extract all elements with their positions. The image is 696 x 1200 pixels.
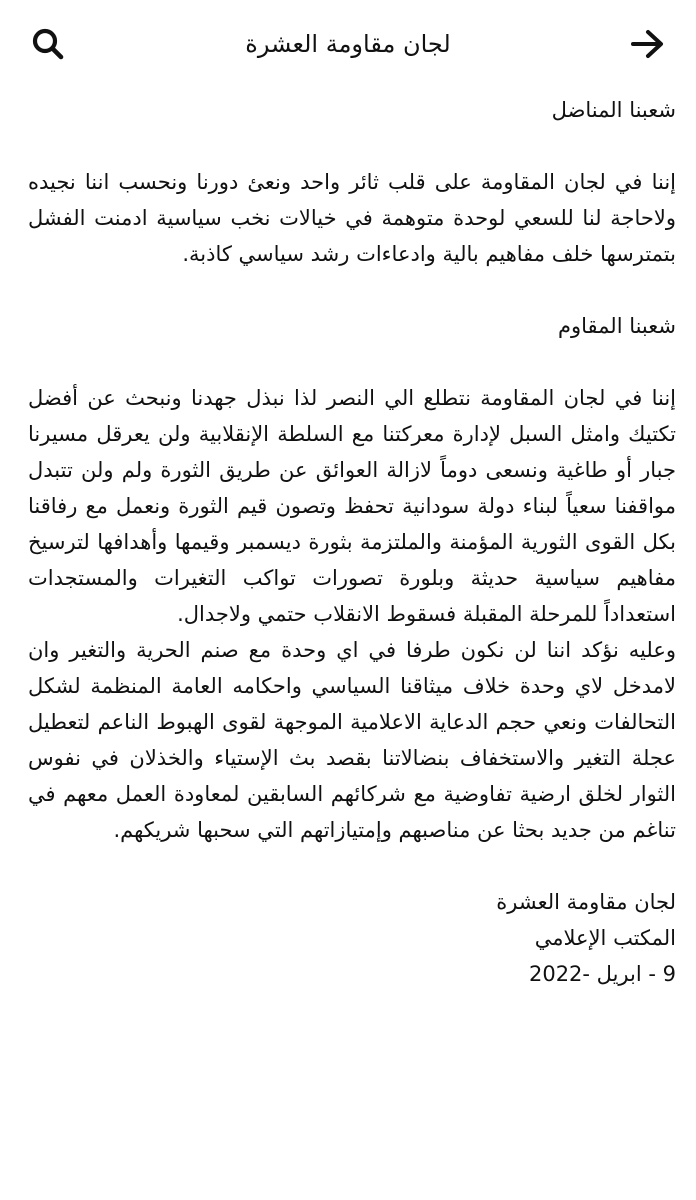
app-header (0, 0, 696, 88)
paragraph-3: وعليه نؤكد اننا لن نكون طرفا في اي وحدة مع صنم الحرية والتغير وان لامدخل لاي وحدة خلاف ميثاقنا السياسي واحكامه العامة المنظمة لشكل التحالفات ونعي حجم الدعاية الاعلامية الموجهة لقوى الهبوط الناعم لتعطيل عجلة التغير والاستخفاف بنضالاتنا بقصد بث الإستياء والخذلان في نفوس الثوار لخلق ارضية تفاوضية مع شركائهم السابقين لمعاودة العمل معهم في تناغم من جديد بحثا عن مناصبهم وإمتيازاتهم التي سحبها شريكهم. (28, 638, 676, 842)
arrow-right-icon (630, 28, 666, 60)
page-title: لجان مقاومة العشرة (245, 30, 451, 58)
post-body (28, 92, 676, 992)
greeting-line: شعبنا المقاوم (557, 314, 676, 338)
signature-office: المكتب الإعلامي (534, 926, 676, 950)
signature-org: لجان مقاومة العشرة (496, 890, 676, 914)
back-button[interactable] (626, 22, 670, 66)
paragraph-1: إننا في لجان المقاومة على قلب ثائر واحد ونعئ دورنا ونحسب اننا نجيده ولاحاجة لنا للسعي لوحدة متوهمة في خيالات نخب سياسية ادمنت الفشل بتمترسها خلف مفاهيم بالية وادعاءات رشد سياسي كاذبة. (28, 170, 676, 266)
signature-block (28, 884, 676, 992)
greeting-line: شعبنا المناضل (551, 98, 676, 122)
signature-date: 9 - ابريل -2022 (528, 962, 676, 986)
paragraph-2: إننا في لجان المقاومة نتطلع الي النصر لذا نبذل جهدنا ونبحث عن أفضل تكتيك وامثل السبل لإدارة معركتنا مع السلطة الإنقلابية ولن يعرقل مسيرنا جبار أو طاغية ونسعى دوماً لازالة العوائق عن طريق الثورة ولم ولن تتبدل مواقفنا سعياً لبناء دولة سودانية تحفظ وتصون قيم الثورة ونعمل مع رفاقنا بكل القوى الثورية المؤمنة والملتزمة بثورة ديسمبر وقيمها وأهدافها لترسيخ مفاهيم سياسية حديثة وبلورة تصورات تواكب التغيرات والمستجدات استعداداً للمرحلة المقبلة فسقوط الانقلاب حتمي ولاجدال. (28, 386, 676, 626)
